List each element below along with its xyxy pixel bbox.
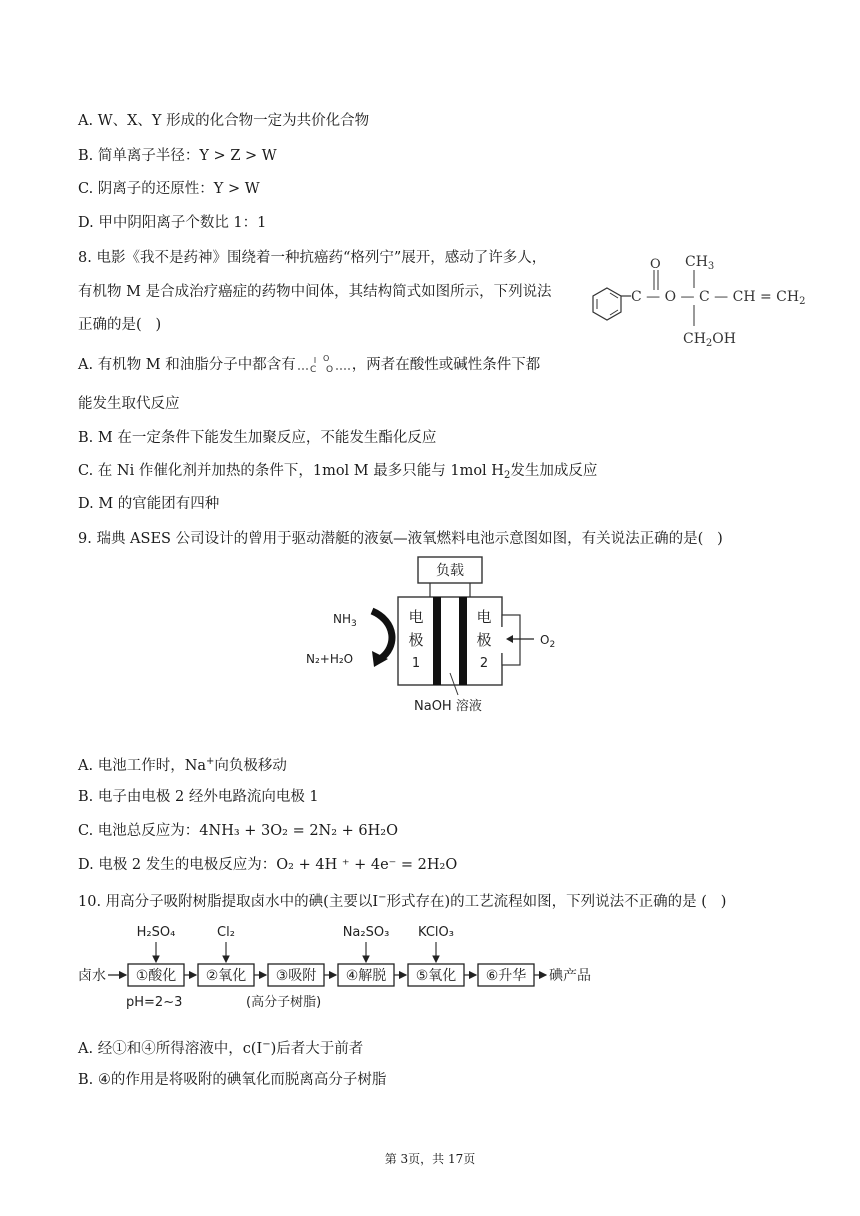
- svg-text:⑤氧化: ⑤氧化: [415, 968, 457, 984]
- svg-text:③吸附: ③吸附: [275, 968, 317, 984]
- q8-option-a-line-1: A. 有机物 M 和油脂分子中都含有 C O O ，两者在酸性或碱性条件下都: [78, 354, 541, 375]
- reagent-kclo3: KClO₃: [418, 925, 454, 940]
- q8-stem-line-1: 8. 电影《我不是药神》围绕着一种抗癌药“格列宁”展开，感动了许多人，: [78, 250, 547, 266]
- reagent-na2so3: Na₂SO₃: [342, 925, 390, 940]
- flow-step-6: [478, 964, 534, 986]
- flow-end-label: 碘产品: [549, 968, 591, 984]
- q7-option-c: C. 阴离子的还原性：Y > W: [78, 181, 260, 197]
- q8-stem-line-3: 正确的是( ): [78, 317, 162, 333]
- reaction-arrow-icon: [372, 611, 392, 659]
- q9-option-d: D. 电极 2 发生的电极反应为：O₂ + 4H ⁺ + 4e⁻ = 2H₂O: [78, 857, 458, 873]
- ph-condition: pH=2~3: [126, 995, 183, 1010]
- q9-stem: 9. 瑞典 ASES 公司设计的曾用于驱动潜艇的液氨—液氧燃料电池示意图如图，有关说法正确的是( ): [78, 531, 723, 547]
- q9-option-c: C. 电池总反应为：4NH₃ + 3O₂ = 2N₂ + 6H₂O: [78, 823, 398, 839]
- products-label: N₂+H₂O: [306, 652, 354, 666]
- q10-option-b: B. ④的作用是将吸附的碘氧化而脱离高分子树脂: [78, 1072, 387, 1088]
- q8-stem-line-2: 有机物 M 是合成治疗癌症的药物中间体，其结构简式如图所示，下列说法: [78, 284, 552, 300]
- q8-option-c: C. 在 Ni 作催化剂并加热的条件下，1mol M 最多只能与 1mol $H_2$发生加成反应: [78, 463, 598, 481]
- svg-text:O: O: [325, 365, 333, 375]
- q8-option-d: D. M 的官能团有四种: [78, 496, 220, 512]
- q10-option-a: A. 经①和④所得溶液中，c(I−)后者大于前者: [78, 1039, 364, 1057]
- reagent-h2so4: H₂SO₄: [136, 925, 176, 940]
- electrode-2-number: 2: [479, 656, 489, 671]
- electrode-1: [433, 597, 441, 685]
- q7-option-d: D. 甲中阴阳离子个数比 1：1: [78, 215, 267, 231]
- q10-stem: 10. 用高分子吸附树脂提取卤水中的碘(主要以I−形式存在)的工艺流程如图，下列说法不正确的是 ( ): [78, 892, 727, 910]
- flow-step-3: [268, 964, 324, 986]
- main-chain: C — O — C — CH = $CH_2$: [631, 289, 806, 307]
- svg-text:O: O: [322, 354, 330, 363]
- load-label: 负载: [436, 563, 464, 579]
- svg-text:C: C: [309, 365, 317, 375]
- q9-option-b: B. 电子由电极 2 经外电路流向电极 1: [78, 789, 319, 805]
- flow-step-2: [198, 964, 254, 986]
- electrode-1-label-a: 电: [408, 608, 424, 626]
- electrode-1-label-b: 极: [408, 631, 424, 649]
- methyl-group: $CH_3$: [685, 254, 715, 272]
- flow-start-label: 卤水: [78, 968, 106, 984]
- q8-option-a-line-2: 能发生取代反应: [78, 396, 180, 412]
- electrode-2-label-b: 极: [476, 631, 492, 649]
- q9-fuel-cell-diagram: [300, 555, 580, 715]
- svg-text:②氧化: ②氧化: [205, 968, 247, 984]
- ester-group-icon: [296, 353, 352, 373]
- hydroxymethyl-group: $CH_2OH$: [683, 331, 736, 349]
- svg-text:⑥升华: ⑥升华: [485, 968, 527, 984]
- q8-option-b: B. M 在一定条件下能发生加聚反应，不能发生酯化反应: [78, 430, 437, 446]
- q8-structure-diagram: [585, 248, 806, 349]
- oxygen-label: $O_2$: [540, 633, 556, 650]
- electrolyte-label: NaOH 溶液: [414, 699, 482, 714]
- q10-process-flow-diagram: [76, 918, 616, 1018]
- electrode-2-label-a: 电: [476, 608, 492, 626]
- q9-option-a: A. 电池工作时，Na+向负极移动: [78, 756, 287, 774]
- flow-step-1: [128, 964, 184, 986]
- carbonyl-oxygen: O: [650, 257, 661, 272]
- page-footer: 第 3页，共 17页: [384, 1152, 476, 1166]
- resin-note: (高分子树脂): [246, 995, 322, 1010]
- flow-step-4: [338, 964, 394, 986]
- svg-text:④解脱: ④解脱: [345, 968, 387, 984]
- reagent-cl2: Cl₂: [217, 925, 235, 940]
- electrode-2: [459, 597, 467, 685]
- electrode-1-number: 1: [411, 656, 421, 671]
- q7-option-b: B. 简单离子半径：Y > Z > W: [78, 148, 277, 164]
- svg-text:①酸化: ①酸化: [135, 968, 177, 984]
- ammonia-label: $NH_3$: [333, 612, 357, 629]
- q7-option-a: A. W、X、Y 形成的化合物一定为共价化合物: [78, 113, 370, 129]
- flow-step-5: [408, 964, 464, 986]
